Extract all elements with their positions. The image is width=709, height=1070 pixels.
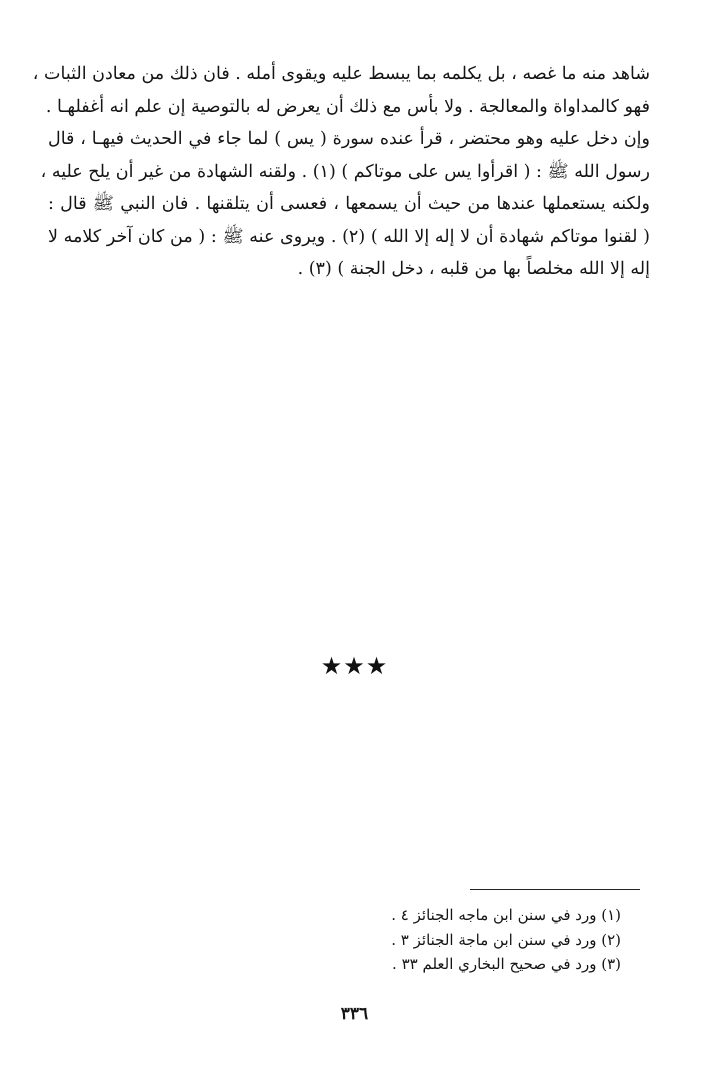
main-text (32, 58, 650, 286)
text-line: إله إلا الله مخلصاً بها من قلبه ، دخل الجنة ) (٣) . (297, 259, 650, 279)
footnote: (١) ورد في سنن ابن ماجه الجنائز ٤ . (391, 906, 621, 924)
text-line: فهو كالمداواة والمعالجة . ولا بأس مع ذلك أن يعرض له بالتوصية إن علم انه أغفلهـا . (45, 96, 650, 117)
text-line: ولكنه يستعملها عندها من حيث أن يسمعها ، فعسى أن يتلقنها . فان النبي ﷺ قال : (48, 194, 650, 214)
section-separator: ★★★ (320, 652, 389, 680)
text-line: ( لقنوا موتاكم شهادة أن لا إله إلا الله ) (٢) . ويروى عنه ﷺ : ( من كان آخر كلامه لا (48, 226, 650, 247)
text-line: وإن دخل عليه وهو محتضر ، قرأ عنده سورة ( يس ) لما جاء في الحديث فيهـا ، قال (48, 129, 650, 149)
footnote-rule (470, 889, 640, 890)
text-line: رسول الله ﷺ : ( اقرأوا يس على موتاكم ) (١) . ولقنه الشهادة من غير أن يلح عليه ، (40, 161, 650, 182)
footnote: (٢) ورد في سنن ابن ماجة الجنائز ٣ . (391, 930, 621, 949)
page-number: ٣٣٦ (340, 1004, 369, 1024)
text-line: شاهد منه ما غصه ، بل يكلمه بما يبسط عليه ويقوى أمله . فان ذلك من معادن الثبات ، (32, 64, 650, 84)
footnote: (٣) ورد في صحيح البخاري العلم ٣٣ . (392, 955, 621, 973)
footnotes (391, 903, 621, 977)
